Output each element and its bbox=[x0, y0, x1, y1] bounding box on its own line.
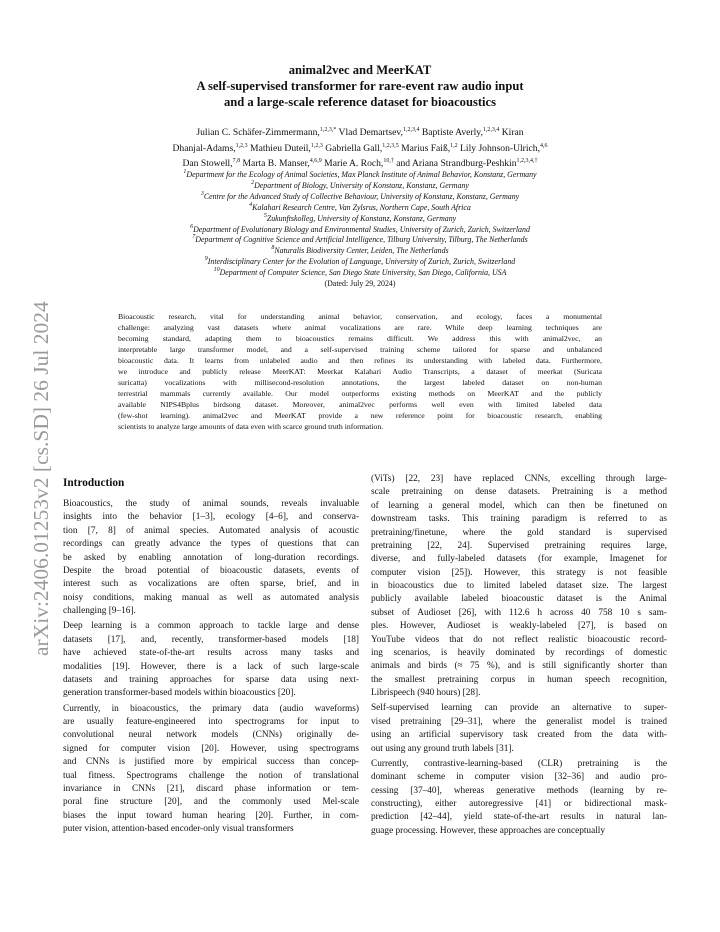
abstract-line: challenge: analyzing vast datasets where animal vocalizations are rare. While deep learning techniques are bbox=[118, 322, 602, 332]
author-name: and Ariana Strandburg-Peshkin bbox=[393, 158, 517, 169]
author-name: Marie A. Roch, bbox=[321, 158, 384, 169]
affiliation bbox=[100, 170, 620, 181]
author-affil-marks: 4,6,9 bbox=[309, 158, 322, 164]
title-line-2: A self-supervised transformer for rare-event raw audio input bbox=[196, 79, 524, 93]
affiliation-number: 7 bbox=[192, 234, 196, 241]
text-line: constructing), either autoregressive [41] or bidirectional mask- bbox=[371, 799, 667, 809]
text-line: modalities [19]. However, there is a lack of such large-scale bbox=[63, 661, 359, 672]
affiliation-text: Department of Cognitive Science and Artificial Intelligence, Tilburg University, Tilburg, The Netherlands bbox=[195, 235, 528, 245]
paragraph bbox=[371, 758, 667, 838]
text-line: the smallest pretraining corpus in human speech recognition, bbox=[371, 674, 667, 685]
text-line: generation transformer-based models within bioacoustics [20]. bbox=[63, 688, 296, 699]
author-affil-marks: 1,2,3,5 bbox=[382, 142, 399, 149]
text-line: downstream tasks. This training paradigm is referred to as bbox=[371, 514, 667, 525]
text-line: tion [7, 8] of animal species. Automated analysis of acoustic bbox=[63, 525, 359, 536]
abstract-line: (few-shot learning). animal2vec and MeerKAT provide a new reference point for bioacoustic research, enabling bbox=[118, 410, 602, 420]
text-line: Currently, in bioacoustics, the primary data (audio waveforms) bbox=[63, 703, 359, 714]
text-line: signed for computer vision [20]. However, using spectrograms bbox=[63, 743, 359, 754]
arxiv-stamp-text: arXiv:2406.01253v2 [cs.SD] 26 Jul 2024 bbox=[29, 301, 53, 656]
affiliation bbox=[100, 246, 620, 257]
text-line: vised pretraining [29–31], where the generalist model is trained bbox=[371, 716, 667, 727]
affiliation-text: Interdisciplinary Center for the Evolution of Language, University of Zurich, Zurich, Switzerland bbox=[207, 257, 516, 267]
author-name: Gabriella Gall, bbox=[322, 142, 383, 154]
text-line: poral fine structure [20], and the commonly used Mel-scale bbox=[63, 797, 359, 808]
text-line: recordings can greatly advance the types of questions that can bbox=[63, 539, 359, 550]
affiliation-text: Centre for the Advanced Study of Collective Behaviour, University of Konstanz, Konstanz, Germany bbox=[203, 191, 520, 201]
text-line: subset of Audioset [26], with 112.6 h across 40 758 10 s sam- bbox=[371, 607, 667, 618]
author-affil-marks: 1,2,3,4 bbox=[482, 127, 500, 133]
text-line: dominant scheme in computer vision [32–36] and audio pro- bbox=[371, 772, 667, 783]
author-affil-marks: 10,† bbox=[383, 158, 394, 164]
affiliation-number: 4 bbox=[249, 201, 253, 208]
affiliation-number: 1 bbox=[183, 169, 187, 175]
abstract-line: available NIPS4Bplus birdsong dataset. Moreover, animal2vec performs well even with limited labeled data bbox=[118, 399, 602, 409]
text-line: animals and birds (≈ 75 %), and is still significantly shorter than bbox=[371, 661, 667, 672]
text-line: be asked by enabling annotation of long-duration recordings. bbox=[63, 552, 359, 563]
affiliation-number: 3 bbox=[200, 190, 204, 197]
author-line bbox=[90, 125, 630, 141]
text-line: in bioacoustics due to limited labeled dataset size. The largest bbox=[371, 581, 667, 591]
text-line: Deep learning is a common approach to tackle large and dense bbox=[63, 621, 359, 632]
affiliation bbox=[100, 257, 620, 268]
affiliation-number: 2 bbox=[251, 179, 255, 186]
text-line: convolutional neural network models (CNNs) originally de- bbox=[63, 730, 359, 741]
right-column bbox=[371, 473, 667, 840]
text-line: pretraining [22, 24]. Supervised pretraining requires large, bbox=[371, 540, 667, 551]
text-line: have achieved state-of-the-art results across many tasks and bbox=[63, 648, 359, 659]
affiliation-number: 6 bbox=[190, 223, 194, 230]
title-line-3: and a large-scale reference dataset for bioacoustics bbox=[223, 95, 497, 109]
author-line bbox=[90, 141, 630, 157]
author-affil-marks: 1,2 bbox=[450, 142, 458, 149]
author-list bbox=[90, 125, 630, 172]
affiliation-text: Department of Computer Science, San Diego State University, San Diego, California, USA bbox=[219, 268, 507, 278]
affiliation-number: 8 bbox=[271, 245, 275, 252]
affiliation bbox=[100, 268, 620, 279]
text-line: Currently, contrastive-learning-based (CLR) pretraining is the bbox=[371, 758, 667, 769]
left-column bbox=[63, 476, 359, 838]
affiliation-number: 5 bbox=[263, 212, 267, 219]
abstract-line: interpretable large transformer model, and a self-supervised training scheme tailored for sparse and unbalanced bbox=[118, 344, 602, 354]
paragraph bbox=[63, 498, 359, 618]
affiliation-text: Department of Evolutionary Biology and Environmental Studies, University of Zurich, Zurich, Switzerland bbox=[193, 224, 530, 234]
author-affil-marks: 1,2,3,4 bbox=[402, 127, 420, 133]
paragraph bbox=[371, 473, 667, 700]
text-line: datasets and training approaches for sparse data using next- bbox=[63, 674, 359, 685]
text-line: interest such as vocalizations are often sparse, brief, and in bbox=[63, 579, 359, 590]
affiliation bbox=[100, 225, 620, 236]
text-line: challenging [9–16]. bbox=[63, 606, 136, 616]
text-line: cessing [37–40], whereas generative methods (learning by re- bbox=[371, 785, 667, 796]
affiliation-text: Department of Biology, University of Konstanz, Konstanz, Germany bbox=[254, 180, 469, 190]
author-affil-marks: 1,2,3 bbox=[310, 142, 323, 149]
text-line: scale pretraining on dense datasets. Pretraining is a method bbox=[371, 487, 667, 498]
author-affil-marks: 1,2,3,4,† bbox=[516, 158, 538, 164]
text-line: (ViTs) [22, 23] have replaced CNNs, excelling through large- bbox=[371, 474, 667, 484]
text-line: guage processing. However, these approaches are conceptually bbox=[371, 825, 606, 836]
author-affil-marks: 4,6 bbox=[540, 142, 548, 149]
text-line: Despite the broad potential of bioacoustic datasets, events of bbox=[63, 565, 359, 576]
text-line: ing scenarios, is heavily dominated by recordings of domestic bbox=[371, 647, 667, 658]
text-line: insights into the behavior [1–3], ecology [4–6], and conserva- bbox=[63, 512, 359, 523]
affiliation-text: Zukunftskolleg, University of Konstanz, Konstanz, Germany bbox=[266, 213, 457, 223]
arxiv-stamp bbox=[14, 258, 64, 656]
author-name: Kiran bbox=[499, 127, 524, 138]
dated: (Dated: July 29, 2024) bbox=[324, 279, 396, 289]
affiliation bbox=[100, 214, 620, 225]
author-name: Julian C. Schäfer-Zimmermann, bbox=[196, 127, 320, 138]
affiliation-text: Naturalis Biodiversity Center, Leiden, The Netherlands bbox=[274, 246, 449, 256]
affiliation bbox=[100, 203, 620, 214]
abstract bbox=[118, 312, 602, 432]
text-line: puter vision, attention-based encoder-only visual transformers bbox=[63, 824, 294, 834]
affiliation-text: Kalahari Research Centre, Van Zylsrus, Northern Cape, South Africa bbox=[252, 202, 471, 212]
author-name: Dhanjal-Adams, bbox=[172, 142, 236, 154]
abstract-line: becoming standard, adapting them to bioacoustics remains difficult. We address this with animal2vec, an bbox=[118, 333, 602, 343]
text-line: out using any ground truth labels [31]. bbox=[371, 743, 514, 754]
text-line: using an artificial supervisory task created from the data with- bbox=[371, 730, 667, 741]
text-line: Bioacoustics, the study of animal sounds, reveals invaluable bbox=[63, 499, 359, 509]
affiliation bbox=[100, 235, 620, 246]
author-name: Lily Johnson-Ulrich, bbox=[457, 142, 540, 154]
author-name: Marta B. Manser, bbox=[240, 158, 310, 169]
text-line: invariance in CNNs [21], discard phase information or tem- bbox=[63, 783, 359, 794]
paragraph bbox=[371, 702, 667, 756]
text-line: Self-supervised learning can provide an alternative to super- bbox=[371, 703, 667, 714]
author-affil-marks: 1,2,3 bbox=[235, 142, 248, 149]
text-line: Librispeech (940 hours) [28]. bbox=[371, 688, 481, 698]
author-name: Dan Stowell, bbox=[182, 158, 233, 169]
affiliation bbox=[100, 192, 620, 203]
affiliation-text: Department for the Ecology of Animal Societies, Max Planck Institute of Animal Behavior, Konstanz, Germany bbox=[186, 170, 537, 179]
abstract-line: Bioacoustic research, vital for understanding animal behavior, conservation, and ecology, faces a monumental bbox=[118, 312, 602, 321]
text-line: prediction [42–44], yield state-of-the-art results in natural lan- bbox=[371, 812, 667, 823]
affiliation-list bbox=[100, 170, 620, 290]
text-line: and CNNs is justified more by empirical success than concep- bbox=[63, 757, 359, 768]
text-line: pretraining/finetune, where the gold standard is supervised bbox=[371, 527, 667, 538]
affiliation-number: 10 bbox=[213, 267, 220, 274]
author-name: Baptiste Averly, bbox=[419, 127, 483, 138]
abstract-line: suricatta) vocalizations with millisecond-resolution annotations, the largest labeled dataset on non-human bbox=[118, 377, 602, 387]
author-name: Marius Faiß, bbox=[398, 142, 451, 154]
text-line: YouTube videos that do not reflect realistic bioacoustic record- bbox=[371, 634, 667, 645]
author-name: Mathieu Duteil, bbox=[247, 142, 311, 154]
text-line: datasets [17], and, recently, transformer-based models [18] bbox=[63, 634, 359, 645]
text-line: are usually feature-engineered into spectrograms for input to bbox=[63, 717, 359, 727]
text-line: of learning a general model, which can then be finetuned on bbox=[371, 500, 667, 511]
abstract-line: scientists to analyze large amounts of data even with scarce ground truth information. bbox=[118, 421, 384, 431]
text-line: publicly available labeled bioacoustic dataset is the Animal bbox=[371, 594, 667, 605]
text-line: biases the input toward human hearing [20]. Further, in com- bbox=[63, 810, 359, 821]
text-line: tual fitness. Spectrograms challenge the notion of translational bbox=[63, 770, 359, 781]
author-name: Vlad Demartsev, bbox=[336, 127, 403, 138]
section-heading-introduction: Introduction bbox=[63, 477, 125, 489]
author-affil-marks: 7,8 bbox=[232, 158, 241, 164]
abstract-line: terrestrial mammals currently available. Our model outperforms existing methods on MeerKAT and the publicly bbox=[118, 388, 602, 398]
text-line: diverse, and fully-labeled datasets (for example, Imagenet for bbox=[371, 554, 667, 565]
affiliation-number: 9 bbox=[204, 256, 208, 263]
text-line: ples. However, Audioset is weakly-labeled [27], is based on bbox=[371, 621, 667, 632]
title-line-1: animal2vec and MeerKAT bbox=[288, 63, 432, 77]
paper-title bbox=[120, 62, 600, 110]
affiliation bbox=[100, 181, 620, 192]
author-affil-marks: 1,2,3,* bbox=[319, 127, 337, 133]
abstract-line: we introduce and publicly release MeerKAT: Meerkat Kalahari Audio Transcripts, a dataset of meerkat (Suricata bbox=[118, 366, 602, 376]
text-line: noisy conditions, making manual as well as automated analysis bbox=[63, 592, 359, 603]
paragraph bbox=[63, 620, 359, 700]
text-line: computer vision [25]). However, this strategy is not feasible bbox=[371, 567, 667, 578]
paragraph bbox=[63, 703, 359, 837]
abstract-line: bioacoustic data. It learns from unlabeled audio and then refines its understanding with labeled data. Furthermore, bbox=[118, 355, 602, 365]
